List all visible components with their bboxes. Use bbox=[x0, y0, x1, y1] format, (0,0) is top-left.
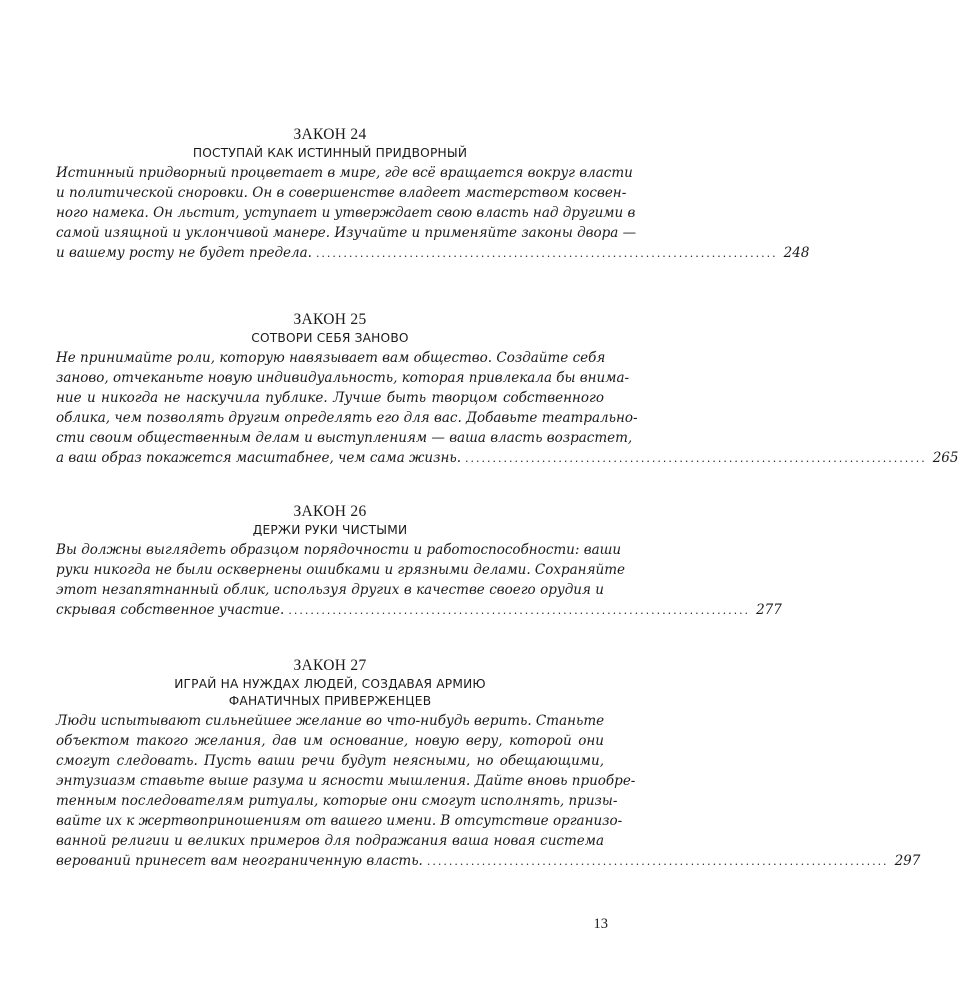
law-title: ПОСТУПАЙ КАК ИСТИННЫЙ ПРИДВОРНЫЙ bbox=[192, 146, 468, 160]
dot-leader: .................................................................................... bbox=[288, 604, 751, 617]
text-line: вайте их к жертвоприношениям от вашего имени. В отсутствие организо- bbox=[56, 813, 623, 829]
text-line: ванной религии и великих примеров для подражания ваша новая система bbox=[56, 833, 604, 849]
law-description bbox=[56, 348, 958, 468]
text-line: сти своим общественным делам и выступлениям — ваша власть возрастет, bbox=[56, 430, 633, 446]
dot-leader: .................................................................................... bbox=[464, 452, 927, 465]
text-line: ного намека. Он льстит, уступает и утверждает свою власть над другими в bbox=[56, 205, 636, 221]
page-reference: 277 bbox=[756, 602, 782, 618]
text-line: объектом такого желания, дав им основание, новую веру, которой они bbox=[56, 733, 604, 749]
text-line: верований принесет вам неограниченную власть. bbox=[56, 853, 423, 869]
text-line: и вашему росту не будет предела. bbox=[56, 245, 312, 261]
page-number: 13 bbox=[593, 916, 608, 932]
toc-entry-line bbox=[56, 448, 958, 468]
toc-entry-line bbox=[56, 600, 782, 620]
text-line: скрывая собственное участие. bbox=[56, 602, 285, 618]
text-line: а ваш образ покажется масштабнее, чем сама жизнь. bbox=[56, 450, 461, 466]
toc-entry-line bbox=[56, 243, 810, 263]
law-description bbox=[56, 540, 782, 620]
law-number: ЗАКОН 26 bbox=[293, 503, 367, 520]
law-26 bbox=[56, 503, 782, 620]
text-line: ние и никогда не наскучила публике. Лучше быть творцом собственного bbox=[56, 390, 604, 406]
law-description bbox=[56, 711, 921, 871]
text-line: облика, чем позволять другим определять его для вас. Добавьте театрально- bbox=[56, 410, 638, 426]
page-reference: 297 bbox=[894, 853, 921, 869]
text-line: Истинный придворный процветает в мире, где всё вращается вокруг власти bbox=[56, 165, 633, 181]
law-title: ДЕРЖИ РУКИ ЧИСТЫМИ bbox=[252, 523, 408, 537]
page-reference: 265 bbox=[932, 450, 958, 466]
text-line: руки никогда не были осквернены ошибками и грязными делами. Сохраняйте bbox=[56, 562, 625, 578]
text-line: Не принимайте роли, которую навязывает вам общество. Создайте себя bbox=[56, 350, 606, 366]
text-line: тенным последователям ритуалы, которые они смогут исполнять, призы- bbox=[56, 793, 618, 809]
page-reference: 248 bbox=[783, 245, 810, 261]
text-line: смогут следовать. Пусть ваши речи будут неясными, но обещающими, bbox=[56, 753, 604, 769]
law-title: ИГРАЙ НА НУЖДАХ ЛЮДЕЙ, СОЗДАВАЯ АРМИЮ bbox=[174, 677, 486, 691]
toc-entry-line bbox=[56, 851, 921, 871]
dot-leader: .................................................................................... bbox=[426, 855, 889, 868]
law-number: ЗАКОН 27 bbox=[293, 657, 367, 674]
text-line: Люди испытывают сильнейшее желание во что-нибудь верить. Станьте bbox=[56, 713, 605, 729]
law-24 bbox=[56, 126, 810, 263]
law-25 bbox=[56, 311, 958, 468]
law-number: ЗАКОН 25 bbox=[293, 311, 367, 328]
text-line: Вы должны выглядеть образцом порядочности и работоспособности: ваши bbox=[56, 542, 622, 558]
dot-leader: .................................................................................... bbox=[315, 247, 778, 260]
text-line: энтузиазм ставьте выше разума и ясности мышления. Дайте вновь приобре- bbox=[56, 773, 636, 789]
law-description bbox=[56, 163, 810, 263]
law-number: ЗАКОН 24 bbox=[293, 126, 367, 143]
law-title: СОТВОРИ СЕБЯ ЗАНОВО bbox=[251, 331, 409, 345]
text-line: самой изящной и уклончивой манере. Изучайте и применяйте законы двора — bbox=[56, 225, 637, 241]
text-line: и политической сноровки. Он в совершенстве владеет мастерством косвен- bbox=[56, 185, 627, 201]
law-27 bbox=[56, 657, 921, 871]
text-line: этот незапятнанный облик, используя других в качестве своего орудия и bbox=[56, 582, 604, 598]
law-title-line-2: ФАНАТИЧНЫХ ПРИВЕРЖЕНЦЕВ bbox=[228, 694, 432, 708]
text-line: заново, отчеканьте новую индивидуальность, которая привлекала бы внима- bbox=[56, 370, 630, 386]
